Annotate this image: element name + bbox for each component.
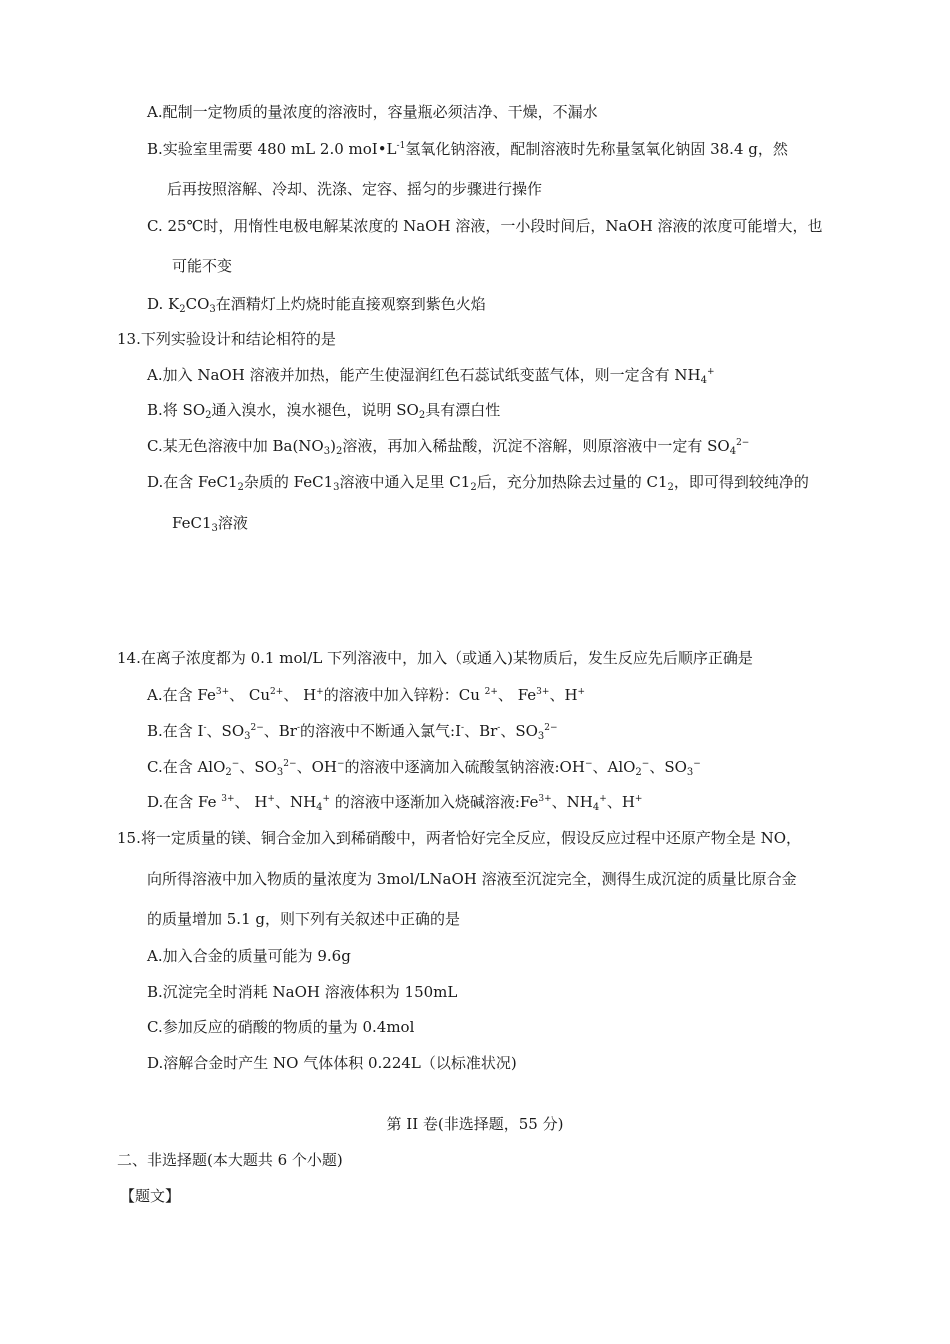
q14-option-d: D.在含 Fe $^{3+}$、 H+、$NH_4^+$ 的溶液中逐渐加入烧碱溶液$:Fe^{3+}$、$NH_4^+$、H+ [147, 793, 643, 813]
q12-option-b-line2: 后再按照溶解、冷却、洗涤、定容、摇匀的步骤进行操作 [167, 180, 543, 198]
q12-option-b-line1: B.实验室里需要 480 mL 2.0 $moI•L^{-1}$氢氧化钠溶液，配制溶液时先称量氢氧化钠固 38.4 g，然 [147, 140, 788, 158]
q15-option-b: B.沉淀完全时消耗 NaOH 溶液体积为 150mL [147, 983, 458, 1001]
q12-option-a: A.配制一定物质的量浓度的溶液时，容量瓶必须洁净、干燥，不漏水 [147, 103, 598, 121]
q15-stem-line3: 的质量增加 5.1 g，则下列有关叙述中正确的是 [147, 910, 460, 928]
q12-option-d: D. $K_2CO_3$在酒精灯上灼烧时能直接观察到紫色火焰 [147, 295, 486, 315]
q14-option-a: A.在含 $Fe^{3+}$、 $Cu^{2+}$、 H+的溶液中加入锌粉：Cu $^{2+}$、 $Fe^{3+}$、H+ [147, 686, 586, 704]
q15-stem-line2: 向所得溶液中加入物质的量浓度为 3mol/LNaOH 溶液至沉淀完全，测得生成沉淀的质量比原合金 [147, 870, 797, 888]
q13-option-d-line1: D.在含 $FeC1_2$杂质的 $FeC1_3$溶液中通入足里 $C1_2$后，充分加热除去过量的 $C1_2$，即可得到较纯净的 [147, 473, 809, 493]
q15-option-d: D.溶解合金时产生 NO 气体体积 0.224L（以标准状况) [147, 1054, 517, 1072]
q15-option-a: A.加入合金的质量可能为 9.6g [147, 947, 351, 965]
q13-option-a: A.加入 NaOH 溶液并加热，能产生使湿润红色石蕊试纸变蓝气体，则一定含有 $NH_4^+$ [147, 366, 715, 386]
q14-option-c: C.在含 AlO$_2$−、$SO_3^{2-}$、OH−的溶液中逐滴加入硫酸氢钠溶液:OH−、AlO$_2$−、$SO_3^-$ [147, 758, 701, 778]
q13-option-c: C.某无色溶液中加 $Ba(NO_3)_2$溶液，再加入稀盐酸，沉淀不溶解，则原溶液中一定有 $SO_4^{2-}$ [147, 437, 750, 457]
question-text-tag: 【题文】 [120, 1187, 181, 1205]
q14-stem: 14.在离子浓度都为 0.1 mol/L 下列溶液中，加入（或通入)某物质后，发生反应先后顺序正确是 [117, 649, 753, 667]
q15-option-c: C.参加反应的硝酸的物质的量为 0.4mol [147, 1018, 415, 1036]
q14-option-b: B.在含 I-、$SO_3^{2-}$、Br-的溶液中不断通入氯气:I-、Br-、$SO_3^{2-}$ [147, 722, 558, 742]
part2-title: 第 II 卷(非选择题，55 分) [386, 1115, 564, 1133]
q13-option-d-line2: $FeC1_3$溶液 [172, 514, 248, 534]
q12-option-c-line2: 可能不变 [172, 257, 233, 275]
q12-option-c-line1: C. 25℃时，用惰性电极电解某浓度的 NaOH 溶液，一小段时间后，NaOH 溶液的浓度可能增大，也 [147, 217, 823, 235]
q13-option-b: B.将 $SO_2$通入溴水，溴水褪色，说明 $SO_2$具有漂白性 [147, 401, 501, 421]
part2-section-heading: 二、非选择题(本大题共 6 个小题) [117, 1151, 343, 1169]
q13-stem: 13.下列实验设计和结论相符的是 [117, 330, 336, 348]
q15-stem-line1: 15.将一定质量的镁、铜合金加入到稀硝酸中，两者恰好完全反应，假设反应过程中还原产物全是 NO， [117, 829, 802, 847]
